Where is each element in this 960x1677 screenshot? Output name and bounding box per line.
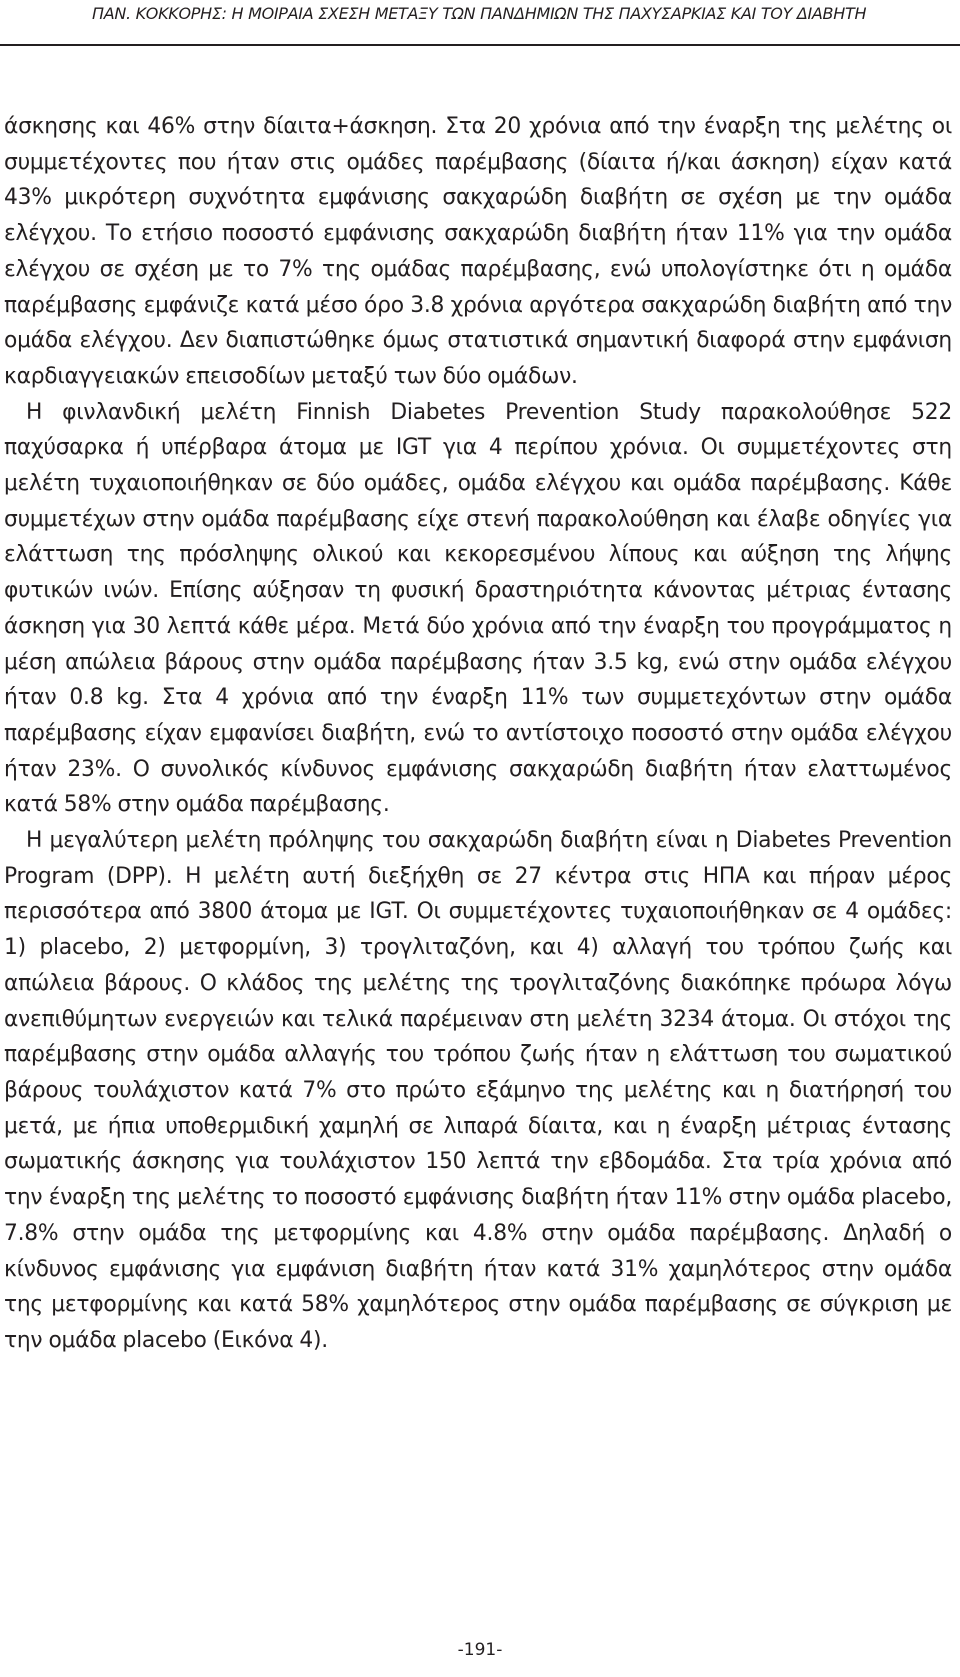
paragraph-dpp-study: Η μεγαλύτερη μελέτη πρόληψης του σακχαρώδη διαβήτη είναι η Diabetes Prevention Program (DPP). Η μελέτη αυτή διεξήχθη σε 27 κέντρα στις ΗΠΑ και πήραν μέρος περισσότερα από 3800 άτομα με IGT. Οι συμμετέχοντες τυχαιοποιήθηκαν σε 4 ομάδες: 1) placebo, 2) μετφορμίνη, 3) τρογλιταζόνη, και 4) αλλαγή του τρόπου ζωής και απώλεια βάρους. Ο κλάδος της μελέτης της τρογλιταζόνης διακόπηκε πρόωρα λόγω ανεπιθύμητων ενεργειών και τελικά παρέμειναν στη μελέτη 3234 άτομα. Οι στόχοι της παρέμβασης στην ομάδα αλλαγής του τρόπου ζωής ήταν η ελάττωση του σωματικού βάρους τουλάχιστον κατά 7% στο πρώτο εξάμηνο της μελέτης και η διατήρησή του μετά, με ήπια υποθερμιδική χαμηλή σε λιπαρά δίαιτα, και η έναρξη μέτριας έντασης σωματικής άσκησης για τουλάχιστον 150 λεπτά την εβδομάδα. Στα τρία χρόνια από την έναρξη της μελέτης το ποσοστό εμφάνισης διαβήτη ήταν 11% στην ομάδα placebo, 7.8% στην ομάδα της μετφορμίνης και 4.8% στην ομάδα παρέμβασης. Δηλαδή ο κίνδυνος εμφάνισης για εμφάνιση διαβήτη ήταν κατά 31% χαμηλότερος στην ομάδα της μετφορμίνης και κατά 58% χαμηλότερος στην ομάδα παρέμβασης σε σύγκριση με την ομάδα placebo (Εικόνα 4). (4, 828, 952, 1353)
paragraph-continuation: άσκησης και 46% στην δίαιτα+άσκηση. Στα 20 χρόνια από την έναρξη της μελέτης οι συμμετέχοντες που ήταν στις ομάδες παρέμβασης (δίαιτα ή/και άσκηση) είχαν κατά 43% μικρότερη συχνότητα εμφάνισης σακχαρώδη διαβήτη σε σχέση με την ομάδα ελέγχου. Το ετήσιο ποσοστό εμφάνισης σακχαρώδη διαβήτη ήταν 11% για την ομάδα ελέγχου σε σχέση με το 7% της ομάδας παρέμβασης, ενώ υπολογίστηκε ότι η ομάδα παρέμβασης εμφάνιζε κατά μέσο όρο 3.8 χρόνια αργότερα σακχαρώδη διαβήτη από την ομάδα ελέγχου. Δεν διαπιστώθηκε όμως στατιστικά σημαντική διαφορά στην εμφάνιση καρδιαγγειακών επεισοδίων μεταξύ των δύο ομάδων. (4, 114, 952, 389)
body-text (4, 109, 952, 1359)
page-number: -191- (457, 1640, 503, 1660)
paragraph-finnish-study: Η φινλανδική μελέτη Finnish Diabetes Prevention Study παρακολούθησε 522 παχύσαρκα ή υπέρβαρα άτομα με IGT για 4 περίπου χρόνια. Οι συμμετέχοντες στη μελέτη τυχαιοποιήθηκαν σε δύο ομάδες, ομάδα ελέγχου και ομάδα παρέμβασης. Κάθε συμμετέχων στην ομάδα παρέμβασης είχε στενή παρακολούθηση και έλαβε οδηγίες για ελάττωση της πρόσληψης ολικού και κεκορεσμένου λίπους και αύξηση της λήψης φυτικών ινών. Επίσης αύξησαν τη φυσική δραστηριότητα κάνοντας μέτριας έντασης άσκηση για 30 λεπτά κάθε μέρα. Μετά δύο χρόνια από την έναρξη του προγράμματος η μέση απώλεια βάρους στην ομάδα παρέμβασης ήταν 3.5 kg, ενώ στην ομάδα ελέγχου ήταν 0.8 kg. Στα 4 χρόνια από την έναρξη 11% των συμμετεχόντων στην ομάδα παρέμβασης είχαν εμφανίσει διαβήτη, ενώ το αντίστοιχο ποσοστό στην ομάδα ελέγχου ήταν 23%. Ο συνολικός κίνδυνος εμφάνισης σακχαρώδη διαβήτη ήταν ελαττωμένος κατά 58% στην ομάδα παρέμβασης. (4, 399, 952, 818)
running-header: ΠΑΝ. ΚΟΚΚΟΡΗΣ: Η ΜΟΙΡΑΙΑ ΣΧΕΣΗ ΜΕΤΑΞΥ ΤΩΝ ΠΑΝΔΗΜΙΩΝ ΤΗΣ ΠΑΧΥΣΑΡΚΙΑΣ ΚΑΙ ΤΟΥ ΔΙΑΒΗΤΗ (92, 4, 867, 23)
header-divider (0, 44, 960, 46)
